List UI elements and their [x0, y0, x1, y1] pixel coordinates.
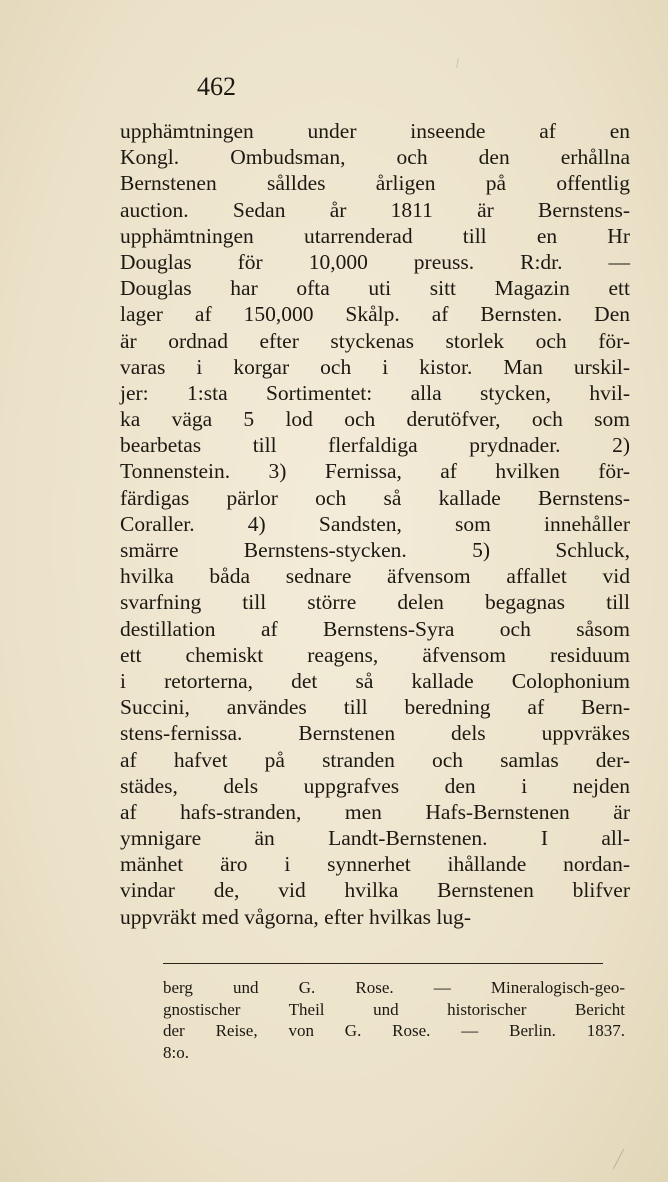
text-line: Coraller. 4) Sandsten, som innehåller — [120, 511, 630, 536]
text-line: Douglas har ofta uti sitt Magazin ett — [120, 276, 630, 301]
page-number: 462 — [197, 72, 236, 101]
text-line: destillation af Bernstens-Syra och såsom — [120, 616, 630, 641]
text-line: Succini, användes till beredning af Bern- — [120, 695, 630, 720]
text-line: färdigas pärlor och så kallade Bernstens- — [120, 485, 630, 510]
stray-ink-mark — [613, 1149, 624, 1169]
text-line: vindar de, vid hvilka Bernstenen blifver — [120, 878, 630, 903]
main-text — [120, 118, 630, 930]
text-line: af hafvet på stranden och samlas der- — [120, 747, 630, 772]
text-line: hvilka båda sednare äfvensom affallet vid — [120, 564, 630, 589]
text-line: städes, dels uppgrafves den i nejden — [120, 773, 630, 798]
footnote — [163, 977, 625, 1063]
text-line: upphämtningen utarrenderad till en Hr — [120, 223, 630, 248]
text-line: i retorterna, det så kallade Colophonium — [120, 668, 630, 693]
text-line: stens-fernissa. Bernstenen dels uppvräkes — [120, 721, 630, 746]
text-line: varas i korgar och i kistor. Man urskil- — [120, 354, 630, 379]
text-line: ka väga 5 lod och derutöfver, och som — [120, 407, 630, 432]
text-line: uppvräkt med vågorna, efter hvilkas lug- — [120, 904, 472, 929]
text-line: af hafs-stranden, men Hafs-Bernstenen är — [120, 799, 630, 824]
stray-ink-mark — [456, 58, 458, 68]
footnote-line: berg und G. Rose. — Mineralogisch-geo- — [163, 978, 625, 997]
footnote-rule — [163, 963, 603, 964]
text-line: är ordnad efter styckenas storlek och för- — [120, 328, 630, 353]
text-line: svarfning till större delen begagnas till — [120, 590, 630, 615]
text-line: Kongl. Ombudsman, och den erhållna — [120, 145, 630, 170]
text-line: jer: 1:sta Sortimentet: alla stycken, hvil- — [120, 380, 630, 405]
footnote-line: der Reise, von G. Rose. — Berlin. 1837. — [163, 1021, 625, 1040]
text-line: upphämtningen under inseende af en — [120, 119, 630, 143]
text-line: ymnigare än Landt-Bernstenen. I all- — [120, 826, 630, 851]
footnote-line: gnostischer Theil und historischer Bericht — [163, 999, 625, 1019]
text-line: ett chemiskt reagens, äfvensom residuum — [120, 642, 630, 667]
text-line: smärre Bernstens-stycken. 5) Schluck, — [120, 538, 630, 562]
text-line: Bernstenen sålldes årligen på offentlig — [120, 171, 630, 196]
text-line: Douglas för 10,000 preuss. R:dr. — — [120, 249, 630, 274]
text-line: auction. Sedan år 1811 är Bernstens- — [120, 197, 630, 222]
footnote-line: 8:o. — [163, 1042, 189, 1062]
text-line: mänhet äro i synnerhet ihållande nordan- — [120, 852, 630, 877]
text-line: Tonnenstein. 3) Fernissa, af hvilken för- — [120, 459, 630, 484]
text-line: bearbetas till flerfaldiga prydnader. 2) — [120, 433, 630, 458]
text-line: lager af 150,000 Skålp. af Bernsten. Den — [120, 302, 630, 327]
